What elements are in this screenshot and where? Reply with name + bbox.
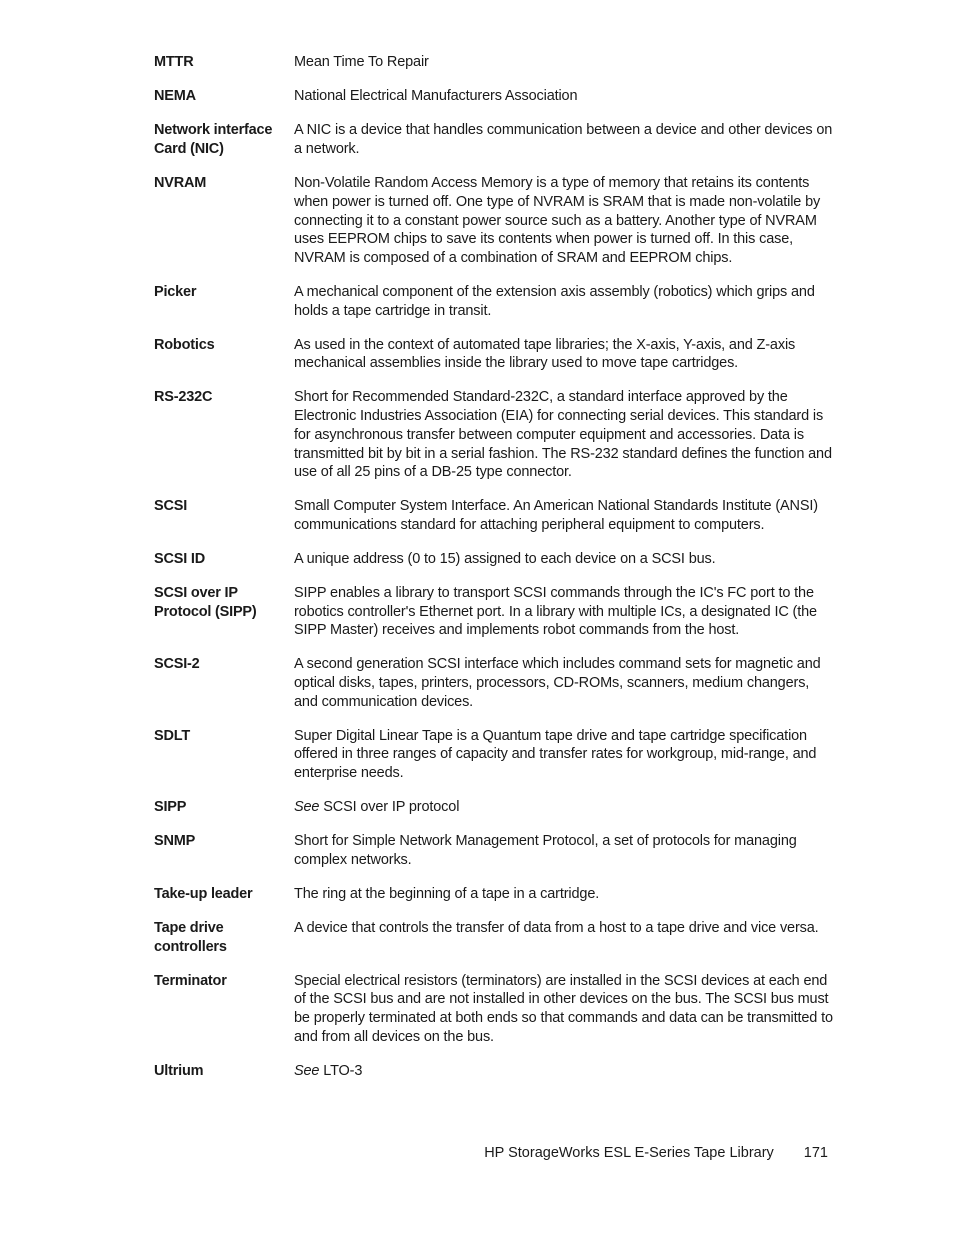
glossary-term: MTTR — [154, 54, 194, 70]
see-reference-target: LTO-3 — [323, 1062, 363, 1079]
see-reference-target: SCSI over IP protocol — [323, 798, 460, 815]
glossary-entry-sipp-protocol — [154, 584, 834, 640]
glossary-entry-mttr — [154, 53, 834, 72]
see-reference-label: See — [294, 1062, 320, 1079]
glossary-term: Network interface Card (NIC) — [154, 122, 273, 157]
glossary-entry-scsi — [154, 497, 834, 535]
glossary-entry-tape-drive-controllers — [154, 919, 834, 957]
glossary-entry-sdlt — [154, 727, 834, 783]
glossary-entry-nic — [154, 121, 834, 159]
glossary-term: Terminator — [154, 972, 227, 989]
glossary-list — [154, 53, 834, 1096]
glossary-definition: The ring at the beginning of a tape in a cartridge. — [294, 885, 600, 902]
glossary-definition: Short for Simple Network Management Protocol, a set of protocols for managing complex networks. — [294, 832, 797, 868]
glossary-term: RS-232C — [154, 389, 213, 406]
glossary-term: SCSI — [154, 498, 188, 515]
glossary-definition: SIPP enables a library to transport SCSI commands through the IC's FC port to the robotics controller's Ethernet port. In a library with multiple ICs, a designated IC (the SIPP Master) receives and implements robot commands from the host. — [294, 584, 817, 639]
glossary-entry-robotics — [154, 336, 834, 374]
glossary-definition: Super Digital Linear Tape is a Quantum tape drive and tape cartridge specification offered in three ranges of capacity and transfer rates for workgroup, mid-range, and enterprise needs. — [294, 727, 817, 782]
glossary-term: Take-up leader — [154, 885, 253, 902]
glossary-term: NEMA — [154, 88, 196, 104]
glossary-entry-nvram — [154, 174, 834, 268]
glossary-term: SIPP — [154, 798, 187, 815]
glossary-entry-picker — [154, 283, 834, 321]
glossary-term: SCSI over IP Protocol (SIPP) — [154, 584, 257, 620]
glossary-entry-scsi-2 — [154, 655, 834, 711]
glossary-entry-take-up-leader — [154, 885, 834, 904]
glossary-term: Robotics — [154, 336, 215, 353]
glossary-entry-nema — [154, 87, 834, 106]
glossary-definition: Short for Recommended Standard-232C, a standard interface approved by the Electronic Industries Association (EIA) for connecting serial devices. This standard is for asynchronous transfer between computer equipment and accessories. Data is transmitted bit by bit in a serial fashion. The RS-232 standard defines the function and use of all 25 pins of a DB-25 type connector. — [294, 389, 832, 481]
glossary-definition: Mean Time To Repair — [294, 54, 429, 70]
glossary-definition: A NIC is a device that handles communication between a device and other devices on a network. — [294, 122, 833, 157]
glossary-entry-sipp — [154, 798, 834, 817]
glossary-entry-scsi-id — [154, 550, 834, 569]
glossary-definition: National Electrical Manufacturers Association — [294, 88, 578, 104]
glossary-entry-terminator — [154, 972, 834, 1047]
glossary-term: SCSI-2 — [154, 656, 200, 673]
footer-document-title: HP StorageWorks ESL E-Series Tape Library — [484, 1145, 774, 1161]
glossary-term: SCSI ID — [154, 550, 205, 567]
glossary-entry-ultrium — [154, 1062, 834, 1081]
glossary-term: SNMP — [154, 832, 196, 849]
glossary-definition: Non-Volatile Random Access Memory is a type of memory that retains its contents when power is turned off. One type of NVRAM is SRAM that is made non-volatile by connecting it to a constant power source such as a battery. Another type of NVRAM uses EEPROM chips to save its contents when power is turned off. In this case, NVRAM is composed of a combination of SRAM and EEPROM chips. — [294, 175, 821, 267]
glossary-definition: A device that controls the transfer of data from a host to a tape drive and vice versa. — [294, 919, 819, 936]
glossary-definition: Small Computer System Interface. An American National Standards Institute (ANSI) communications standard for attaching peripheral equipment to computers. — [294, 498, 818, 533]
glossary-term: SDLT — [154, 727, 190, 744]
see-reference-label: See — [294, 798, 320, 815]
page-footer — [484, 1143, 828, 1163]
glossary-definition — [294, 798, 834, 817]
glossary-term: Tape drive controllers — [154, 919, 227, 955]
glossary-definition: As used in the context of automated tape libraries; the X-axis, Y-axis, and Z-axis mechanical assemblies inside the library used to move tape cartridges. — [294, 336, 796, 372]
page-number: 171 — [803, 1145, 828, 1161]
glossary-entry-rs232c — [154, 388, 834, 482]
glossary-definition: A second generation SCSI interface which includes command sets for magnetic and optical disks, tapes, printers, processors, CD-ROMs, scanners, medium changers, and communication devices. — [294, 656, 821, 710]
glossary-entry-snmp — [154, 832, 834, 870]
glossary-term: Picker — [154, 283, 197, 300]
glossary-definition — [294, 1062, 834, 1081]
glossary-definition: A unique address (0 to 15) assigned to each device on a SCSI bus. — [294, 550, 716, 567]
glossary-term: NVRAM — [154, 175, 207, 191]
glossary-term: Ultrium — [154, 1062, 204, 1079]
glossary-definition: Special electrical resistors (terminators) are installed in the SCSI devices at each end of the SCSI bus and are not installed in other devices on the bus. The SCSI bus must be properly terminated at both ends so that commands and data can be transmitted to and from all devices on the bus. — [294, 972, 833, 1045]
glossary-definition: A mechanical component of the extension axis assembly (robotics) which grips and holds a tape cartridge in transit. — [294, 283, 815, 319]
